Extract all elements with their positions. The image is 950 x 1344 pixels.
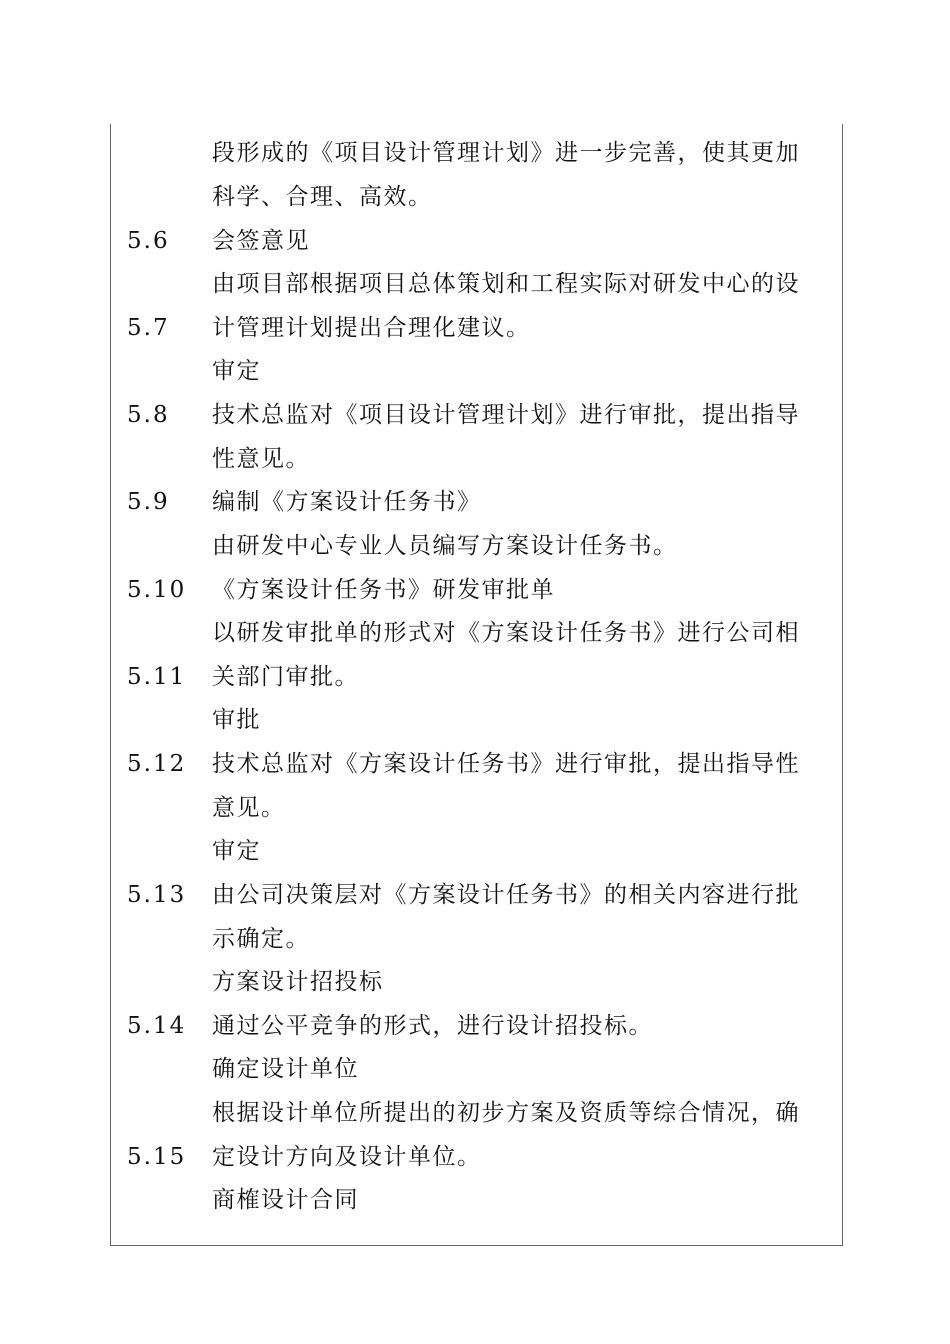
text-line: 意见。 [212,795,286,821]
section-heading: 编制《方案设计任务书》 [212,489,482,515]
text-line: 由公司决策层对《方案设计任务书》的相关内容进行批 [212,882,800,908]
text-line: 示确定。 [212,926,310,952]
section-number: 5.12 [127,751,187,777]
text-line: 定设计方向及设计单位。 [212,1144,482,1170]
text-line: 科学、合理、高效。 [212,184,433,210]
section-heading: 审定 [212,838,261,864]
section-number: 5.14 [127,1013,187,1039]
text-line: 技术总监对《方案设计任务书》进行审批，提出指导性 [212,751,800,777]
section-heading: 方案设计招投标 [212,969,384,995]
text-line: 技术总监对《项目设计管理计划》进行审批，提出指导 [212,402,800,428]
text-line: 段形成的《项目设计管理计划》进一步完善，使其更加 [212,140,800,166]
section-number: 5.7 [127,315,170,341]
section-heading: 确定设计单位 [212,1056,359,1082]
section-heading: 商榷设计合同 [212,1187,359,1213]
section-heading: 会签意见 [212,228,310,254]
text-line: 由研发中心专业人员编写方案设计任务书。 [212,533,678,559]
text-line: 以研发审批单的形式对《方案设计任务书》进行公司相 [212,620,800,646]
section-heading: 《方案设计任务书》研发审批单 [212,577,555,603]
text-line: 由项目部根据项目总体策划和工程实际对研发中心的设 [212,271,800,297]
text-line: 根据设计单位所提出的初步方案及资质等综合情况，确 [212,1100,800,1126]
text-line: 性意见。 [212,446,310,472]
section-number: 5.6 [127,228,170,254]
section-number: 5.10 [127,577,187,603]
section-number: 5.13 [127,882,187,908]
section-number: 5.15 [127,1144,187,1170]
section-number: 5.8 [127,402,170,428]
section-number: 5.11 [127,664,187,690]
section-heading: 审批 [212,707,261,733]
text-line: 通过公平竞争的形式，进行设计招投标。 [212,1013,653,1039]
section-heading: 审定 [212,358,261,384]
section-number: 5.9 [127,489,170,515]
text-line: 计管理计划提出合理化建议。 [212,315,531,341]
text-line: 关部门审批。 [212,664,359,690]
